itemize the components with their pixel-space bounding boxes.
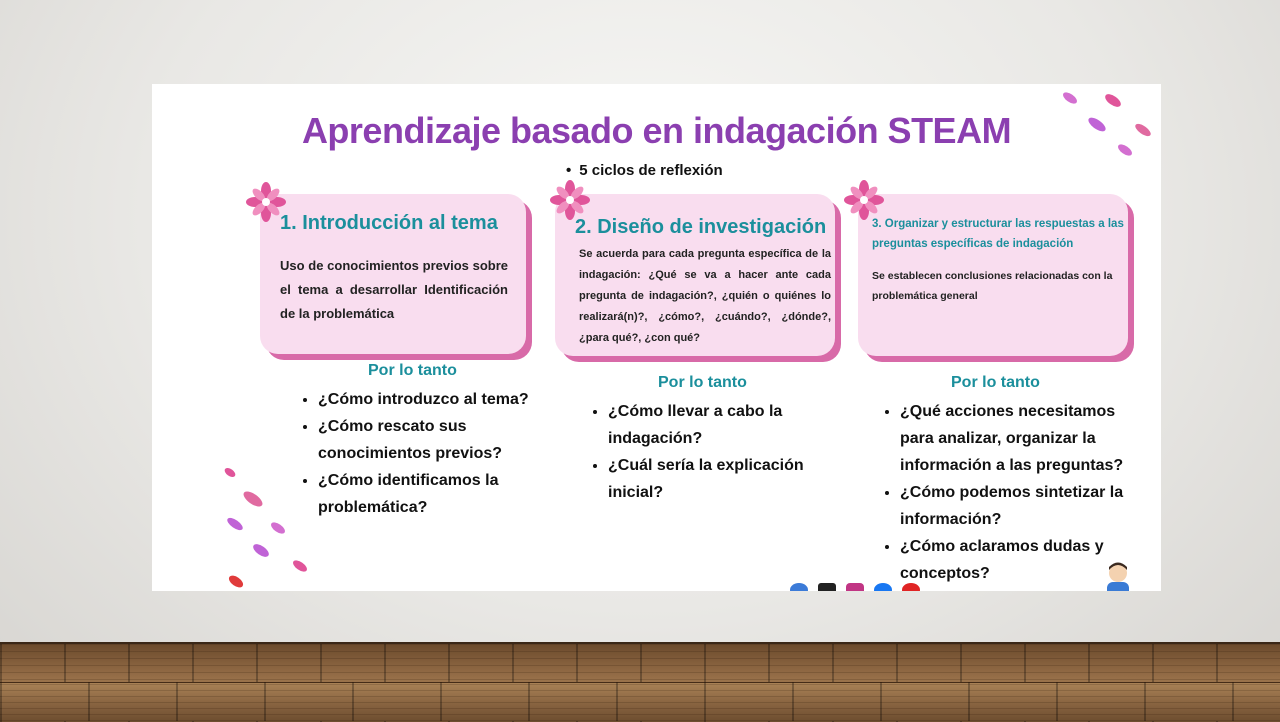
social-icons <box>790 583 808 591</box>
social-icons <box>874 583 892 591</box>
list-item: • ¿Cómo podemos sintetizar la información? <box>900 479 1136 533</box>
avatar-illustration <box>1098 558 1138 591</box>
list-item: • ¿Cómo rescato sus conocimientos previos? <box>318 413 538 467</box>
petal-decoration <box>227 573 245 590</box>
column-label: Por lo tanto <box>658 374 747 391</box>
wood-floor-planks <box>0 682 1280 721</box>
list-item: • ¿Cómo aclaramos dudas y conceptos? <box>900 533 1136 587</box>
card-heading: 2. Diseño de investigación <box>575 216 827 238</box>
card-research-design <box>555 194 835 356</box>
card-body: Se acuerda para cada pregunta específica de la indagación: ¿Qué se va a hacer ante cada pregunta de indagación?, ¿quién o quiénes lo realizará(n)?, ¿cómo?, ¿cuándo?, ¿dónde?, ¿para qué?, ¿con qué? <box>579 248 831 344</box>
social-icons <box>818 583 836 591</box>
column-label: Por lo tanto <box>368 362 457 379</box>
slide-subtitle: • 5 ciclos de reflexión <box>566 162 723 179</box>
list-item: • ¿Cómo introduzco al tema? <box>318 386 538 413</box>
list-item: • ¿Cómo identificamos la problemática? <box>318 467 538 521</box>
petal-decoration <box>269 520 287 536</box>
slide-title: Aprendizaje basado en indagación STEAM <box>301 110 1012 151</box>
list-item: • ¿Cómo llevar a cabo la indagación? <box>608 398 818 452</box>
petal-decoration <box>225 516 244 533</box>
list-item: • ¿Qué acciones necesitamos para analizar, organizar la información a las preguntas? <box>900 398 1136 479</box>
petal-decoration <box>291 558 309 574</box>
column-label: Por lo tanto <box>951 374 1040 391</box>
flower-icon <box>246 182 286 222</box>
question-list <box>586 398 818 506</box>
card-introduction <box>260 194 526 354</box>
question-list <box>296 386 538 521</box>
petal-decoration <box>1103 92 1123 110</box>
petal-decoration <box>1061 90 1079 106</box>
slide-image <box>152 84 1161 591</box>
card-body: Se establecen conclusiones relacionadas con la problemática general <box>872 270 1113 302</box>
social-icons <box>846 583 864 591</box>
social-icons <box>902 583 920 591</box>
card-heading: 3. Organizar y estructurar las respuestas a las preguntas específicas de indagación <box>872 218 1124 250</box>
card-heading: 1. Introducción al tema <box>280 212 498 234</box>
list-item: • ¿Cuál sería la explicación inicial? <box>608 452 818 506</box>
petal-decoration <box>223 466 237 479</box>
card-body: Uso de conocimientos previos sobre el tema a desarrollar Identificación de la problemática <box>280 258 508 321</box>
flower-icon <box>550 180 590 220</box>
petal-decoration <box>251 542 271 560</box>
flower-icon <box>844 180 884 220</box>
card-organize <box>858 194 1128 356</box>
petal-decoration <box>241 489 265 510</box>
